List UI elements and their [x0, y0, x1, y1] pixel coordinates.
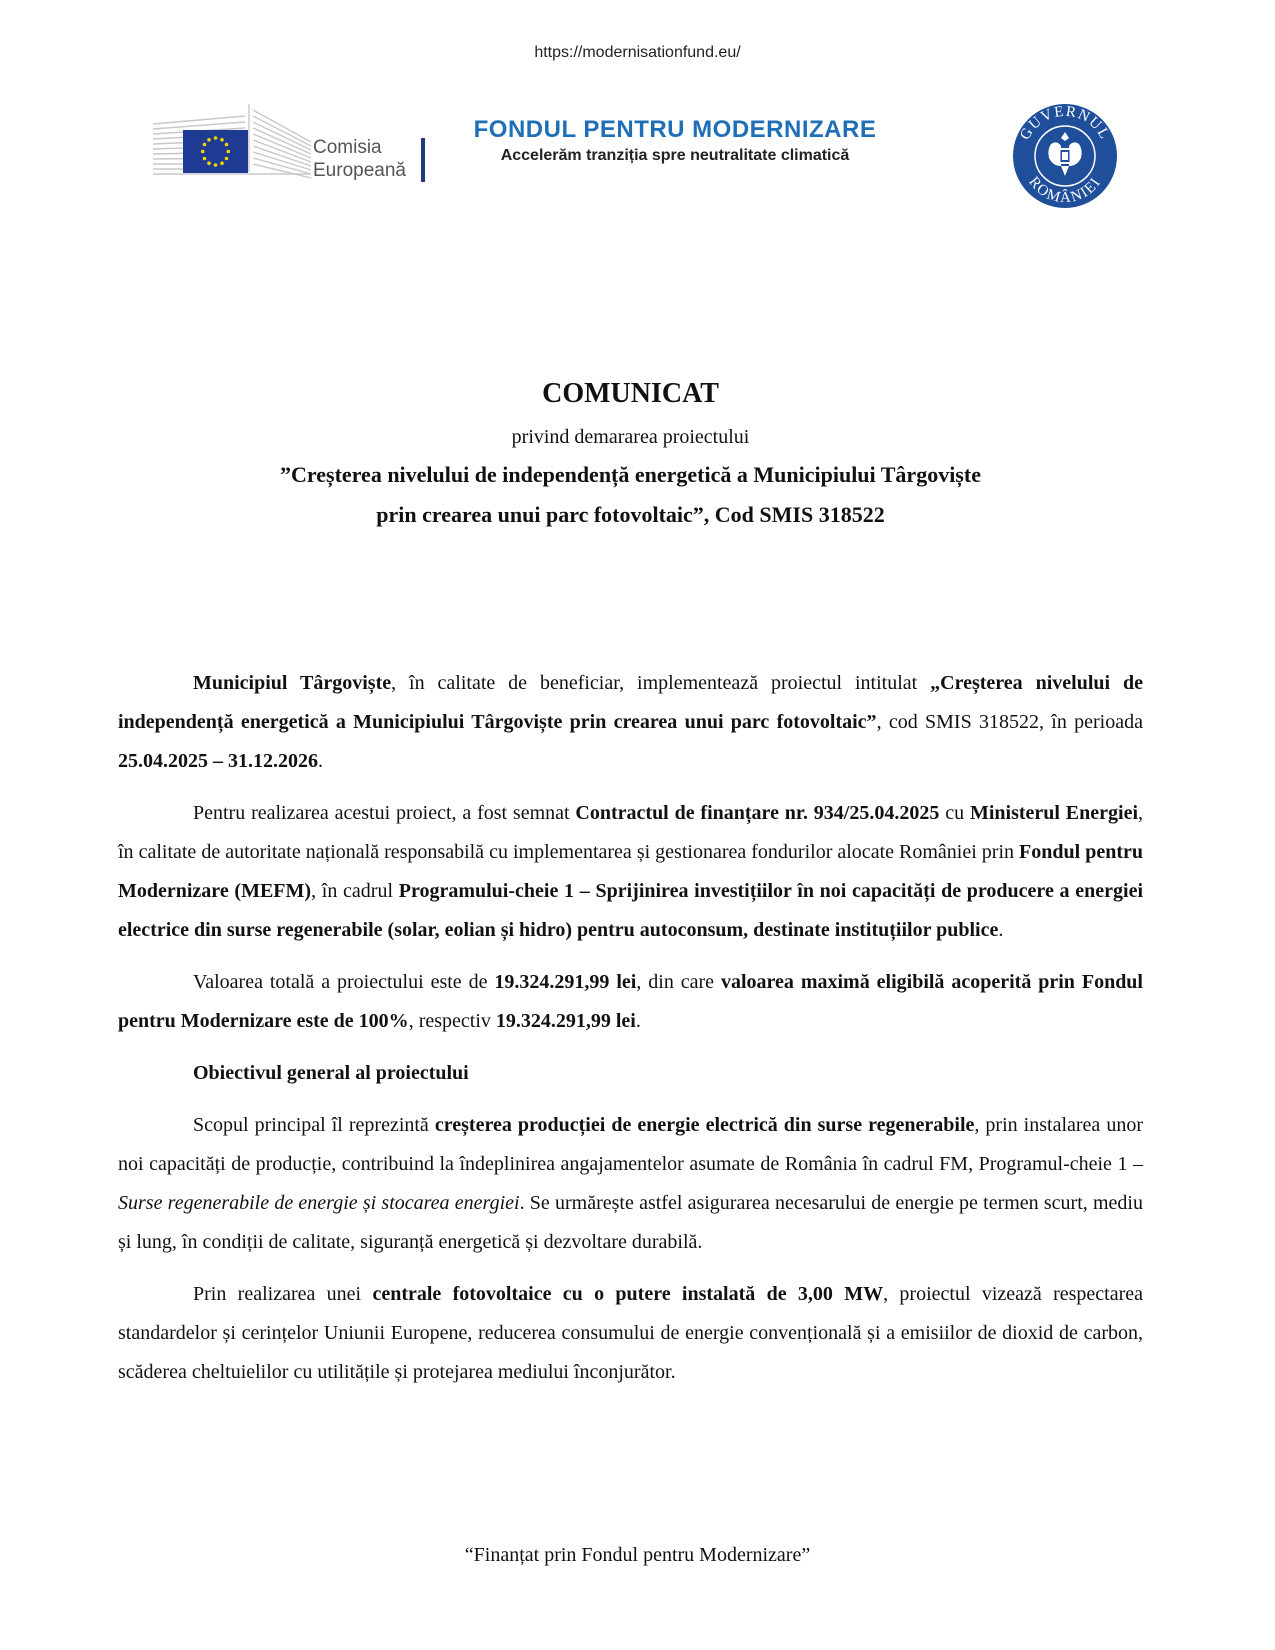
project-title-line2: prin crearea unui parc fotovoltaic”, Cod SMIS 318522: [376, 502, 885, 527]
modernisation-fund-logo: [440, 116, 910, 165]
text: .: [318, 750, 323, 772]
ec-logo-divider: [421, 138, 425, 182]
program-name: Programului-cheie 1 – Sprijinirea investițiilor în noi capacități de producere a energiei electrice din surse regenerabile (solar, eolian și hidro) pentru autoconsum, destinate instituțiilor publice: [118, 880, 1143, 941]
project-period: 25.04.2025 – 31.12.2026: [118, 750, 318, 772]
svg-text:ROMÂNIEI: ROMÂNIEI: [1025, 174, 1105, 207]
ec-logo-line1: Comisia: [313, 137, 382, 158]
paragraph-value: [118, 963, 1143, 1041]
text: , prin instalarea unor noi capacități de producție, contribuind la îndeplinirea angajamentelor asumate de România în cadrul FM, Programul-cheie 1 –: [118, 1114, 1144, 1175]
text: , în cadrul: [311, 880, 399, 902]
ec-building-icon: [153, 102, 313, 182]
footer-funding-note: “Finanțat prin Fondul pentru Modernizare”: [464, 1544, 811, 1566]
eligible-value: 19.324.291,99 lei: [495, 1010, 636, 1032]
installed-capacity: centrale fotovoltaice cu o putere instalată de 3,00 MW: [372, 1283, 884, 1305]
text: . Se urmărește astfel asigurarea necesarului de energie pe termen scurt, mediu și lung, în condiții de calitate, siguranță energetică și dezvoltare durabilă.: [118, 1192, 1143, 1253]
paragraph-power-plant: [118, 1275, 1143, 1392]
letterhead: [0, 98, 1275, 208]
text: , respectiv: [408, 1010, 496, 1032]
svg-text:GUVERNUL: GUVERNUL: [1017, 103, 1113, 143]
beneficiary-name: Municipiul Târgoviște: [193, 672, 392, 694]
ec-logo-text: [313, 136, 406, 182]
text: , din care: [636, 971, 721, 993]
document-title: COMUNICAT: [542, 378, 719, 409]
ministry-name: Ministerul Energiei: [969, 802, 1138, 824]
fund-subtitle: Accelerăm tranziția spre neutralitate climatică: [500, 147, 850, 164]
european-commission-logo: [153, 102, 435, 182]
text: .: [998, 919, 1004, 941]
text: , proiectul vizează respectarea standardelor și cerințelor Uniunii Europene, reducerea consumului de energie convențională și a emisiilor de dioxid de carbon, scăderea cheltuielilor cu utilitățile și protejarea mediului înconjurător.: [118, 1283, 1144, 1383]
ec-logo-line2: Europeană: [313, 160, 406, 181]
paragraph-beneficiary: [118, 664, 1143, 781]
romanian-government-seal-icon: [1011, 102, 1119, 210]
header-url: https://modernisationfund.eu/: [534, 44, 741, 61]
text: , în calitate de beneficiar, implementează proiectul intitulat: [391, 672, 931, 694]
text: Prin realizarea unei: [193, 1283, 373, 1305]
total-value: 19.324.291,99 lei: [494, 971, 637, 993]
document-body: [118, 664, 1143, 1405]
program-italic: Surse regenerabile de energie și stocarea energiei: [118, 1192, 520, 1214]
text: .: [635, 1010, 641, 1032]
paragraph-objective: [118, 1106, 1143, 1262]
document-heading: [118, 378, 1143, 535]
text: cu: [939, 802, 970, 824]
fund-name: Fondul pentru Modernizare (MEFM): [118, 841, 1143, 902]
text: Scopul principal îl reprezintă: [193, 1114, 435, 1136]
contract-number: Contractul de finanțare nr. 934/25.04.2025: [575, 802, 940, 824]
project-name: „Creșterea nivelului de independență energetică a Municipiului Târgoviște prin crearea unui parc fotovoltaic”: [118, 672, 1143, 733]
document-subtitle: privind demararea proiectului: [511, 426, 750, 448]
text: Valoarea totală a proiectului este de: [193, 971, 495, 993]
section-heading-objective: Obiectivul general al proiectului: [193, 1062, 469, 1084]
project-title-line1: ”Creșterea nivelului de independență energetică a Municipiului Târgoviște: [280, 462, 981, 487]
fund-title: FONDUL PENTRU MODERNIZARE: [473, 116, 877, 143]
text: , cod SMIS 318522, în perioada: [876, 711, 1143, 733]
eligible-coverage: valoarea maximă eligibilă acoperită prin Fondul pentru Modernizare este de 100%: [118, 971, 1143, 1032]
text: , în calitate de autoritate națională responsabilă cu implementarea și gestionarea fondurilor alocate României prin: [118, 802, 1143, 863]
objective-bold: creșterea producției de energie electrică din surse regenerabile: [434, 1114, 975, 1136]
text: Pentru realizarea acestui proiect, a fost semnat: [193, 802, 576, 824]
paragraph-contract: [118, 794, 1143, 950]
project-title: [118, 455, 1143, 535]
